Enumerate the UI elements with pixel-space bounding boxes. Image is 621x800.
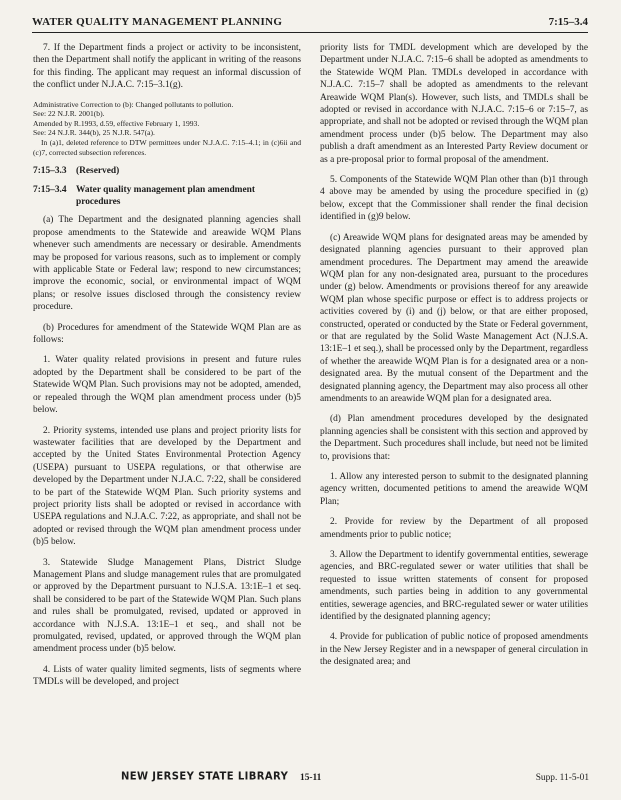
page-footer <box>33 771 589 785</box>
paragraph-d: (d) Plan amendment procedures developed by the designated planning agencies shall be consistent with this section and approved by the Department. Such procedures shall include, but need not be limited to, provisions that: <box>320 414 588 462</box>
history-notes <box>33 100 301 158</box>
paragraph-b1: 1. Water quality related provisions in present and future rules adopted by the Department shall be considered to be part of the Statewide WQM Plan. Such provisions may not be adopted, amended, or repealed through the WQM plan amendment process under (b)5 below. <box>33 355 301 416</box>
history-note: Administrative Correction to (b): Changed pollutants to pollution. <box>33 99 234 109</box>
section-title: Water quality management plan amendment procedures <box>76 184 255 207</box>
section-title: (Reserved) <box>76 166 120 177</box>
paragraph-d4: 4. Provide for publication of public notice of proposed amendments in the New Jersey Register and in a newspaper of general circulation in the designated area; and <box>320 632 588 668</box>
supplement-date: Supp. 11-5-01 <box>535 773 589 783</box>
right-column <box>320 42 588 677</box>
paragraph-b5: 5. Components of the Statewide WQM Plan other than (b)1 through 4 above may be amended by using the procedure specified in (g) below, except that the Commissioner shall render the final decision identified in (g)9 below. <box>320 175 588 223</box>
history-note: See: 24 N.J.R. 344(b), 25 N.J.R. 547(a). <box>33 128 155 138</box>
paragraph-b3: 3. Statewide Sludge Management Plans, District Sludge Management Plans and sludge management rules that are promulgated or approved by the Department pursuant to N.J.S.A. 13:1E–1 et seq. shall be considered to be part of the Statewide WQM Plan. Such plans and rules shall be promulgated, revised, updated or approved in accordance with N.J.S.A. 13:1E–1 et seq., and shall not be promulgated, revised, updated, or approved through the WQM plan amendment process under (b)5 below. <box>33 557 301 655</box>
header-section-number: 7:15–3.4 <box>548 16 588 28</box>
running-header <box>32 14 588 33</box>
paragraph-d3: 3. Allow the Department to identify governmental entities, sewerage agencies, and BRC-regulated sewer or water utilities that shall be requested to issue written statements of consent for proposed amendments, such parties being in addition to any governmental entities, sewerage agencies, and BRC-regulated sewer or water utilities identified by the designated planning agency; <box>320 550 588 623</box>
history-note: See: 22 N.J.R. 2001(b). <box>33 109 105 119</box>
paragraph-d1: 1. Allow any interested person to submit to the designated planning agency written, documented petitions to amend the areawide WQM Plan; <box>320 472 588 507</box>
paragraph-b4-continued: priority lists for TMDL development which are developed by the Department under N.J.A.C. 7:15–6 shall be adopted as amendments to the Statewide WQM Plan. TMDLs developed in accordance with N.J.A.C. 7:15–7 shall be adopted as amendments to the relevant Areawide WQM Plan(s). However, such lists, and TMDLs shall be adopted or revised in accordance with N.J.A.C. 7:15–6 or 7:15–7, as appropriate, and shall not be adopted or revised through the WQM plan amendment process under (b)5 below. The Department may also publish a draft amendment as an Interested Party Review document or as a pre-proposal prior to formal proposal of the amendment. <box>320 43 588 165</box>
paragraph-c: (c) Areawide WQM plans for designated areas may be amended by designated planning agencies pursuant to their approved plan amendment procedures. The Department may amend the areawide WQM plan for any non-designated area, pursuant to the procedures under (g) below. Amendments or provisions thereof for any areawide WQM plan whose specific purpose or effect is to address projects or activities covered by (i) and (j) below, or that are either proposed, constructed, operated or conducted by the State or Federal government, or that are regulated by the Solid Waste Management Act (N.J.S.A. 13:1E–1 et seq.), shall be processed only by the Department, regardless of whether the areawide WQM Plan is for a designated area or a non-designated area. By the mutual consent of the Department and the designated planning agency, the Department may also process all other amendments to an areawide WQM plan for a designated area. <box>320 232 588 404</box>
section-number: 7:15–3.4 <box>33 184 67 195</box>
paragraph-a: (a) The Department and the designated planning agencies shall propose amendments to the Statewide and areawide WQM Plans whenever such amendments are necessary or desirable. Amendments may be proposed for various reasons, such as to implement or comply with applicable State or Federal law; respond to new circumstances; improve the economic, social, or environmental impact of WQM plans; or resolve issues disclosed through the consistency review procedure. <box>33 215 301 313</box>
section-heading-3-4 <box>33 184 301 209</box>
history-note: In (a)1, deleted reference to DTW permittees under N.J.A.C. 7:15–4.1; in (c)6ii and (c)7, corrected subsection references. <box>33 138 301 157</box>
history-note: Amended by R.1993, d.59, effective February 1, 1993. <box>33 118 200 128</box>
paragraph-d2: 2. Provide for review by the Department of all proposed amendments prior to public notice; <box>320 517 588 540</box>
page-number: 15-11 <box>300 773 322 783</box>
header-title: WATER QUALITY MANAGEMENT PLANNING <box>32 16 283 28</box>
paragraph-b: (b) Procedures for amendment of the Statewide WQM Plan are as follows: <box>33 322 301 346</box>
paragraph-b4: 4. Lists of water quality limited segments, lists of segments where TMDLs will be developed, and project <box>33 664 301 688</box>
library-stamp: NEW JERSEY STATE LIBRARY <box>121 770 289 783</box>
section-number: 7:15–3.3 <box>33 166 67 177</box>
paragraph-7: 7. If the Department finds a project or activity to be inconsistent, then the Department shall notify the applicant in writing of the reasons for this finding. The applicant may request an informal discussion of the conflict under N.J.A.C. 7:15–3.1(g). <box>33 43 301 91</box>
paragraph-b2: 2. Priority systems, intended use plans and project priority lists for wastewater facilities that are developed by the Department and accepted by the United States Environmental Protection Agency (USEPA) pursuant to USEPA regulations, or that otherwise are developed by the Department under N.J.A.C. 7:22, shall be considered to be part of the Statewide WQM Plan. Such priority systems and project priority lists shall be adopted or revised in accordance with USEPA regulations and N.J.A.C. 7:22, as appropriate, and shall not be adopted or revised through the WQM plan amendment process under (b)5 below. <box>33 425 301 548</box>
left-column <box>33 42 301 697</box>
section-heading-3-3 <box>33 165 301 177</box>
